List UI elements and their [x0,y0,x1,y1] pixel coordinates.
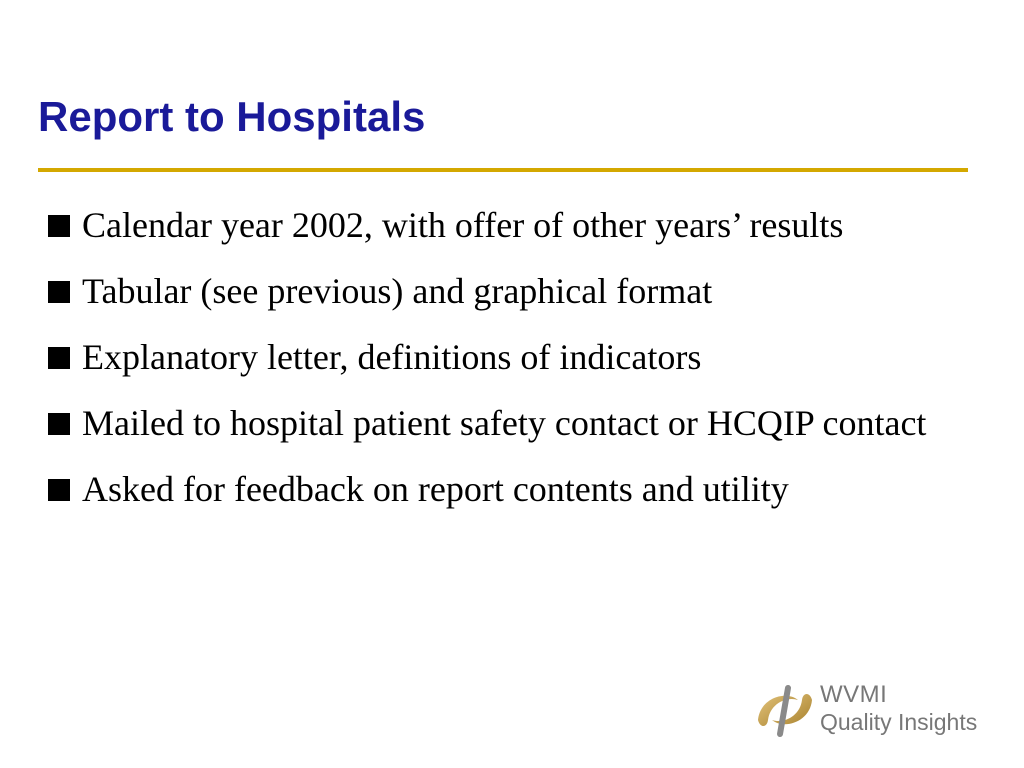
bullet-text: Explanatory letter, definitions of indicators [82,337,702,377]
logo-line-wvmi: WVMI [820,681,888,708]
bullet-list [48,198,948,528]
bullet-text: Tabular (see previous) and graphical format [82,271,713,311]
bullet-text: Asked for feedback on report contents and utility [82,469,789,509]
wvmi-logo [752,678,992,744]
bullet-text: Calendar year 2002, with offer of other years’ results [82,205,844,245]
bullet-item [48,462,948,516]
square-bullet-icon [48,281,70,303]
wvmi-logo-icon [752,680,818,740]
title-divider [38,168,968,172]
slide-title: Report to Hospitals [38,93,426,140]
square-bullet-icon [48,479,70,501]
bullet-item [48,198,948,252]
bullet-item [48,330,948,384]
square-bullet-icon [48,413,70,435]
bullet-text: Mailed to hospital patient safety contact or HCQIP contact [82,403,927,443]
logo-line-quality-insights: Quality Insights [820,709,978,735]
bullet-item [48,396,948,450]
square-bullet-icon [48,215,70,237]
bullet-item [48,264,948,318]
logo-text [820,682,977,736]
square-bullet-icon [48,347,70,369]
